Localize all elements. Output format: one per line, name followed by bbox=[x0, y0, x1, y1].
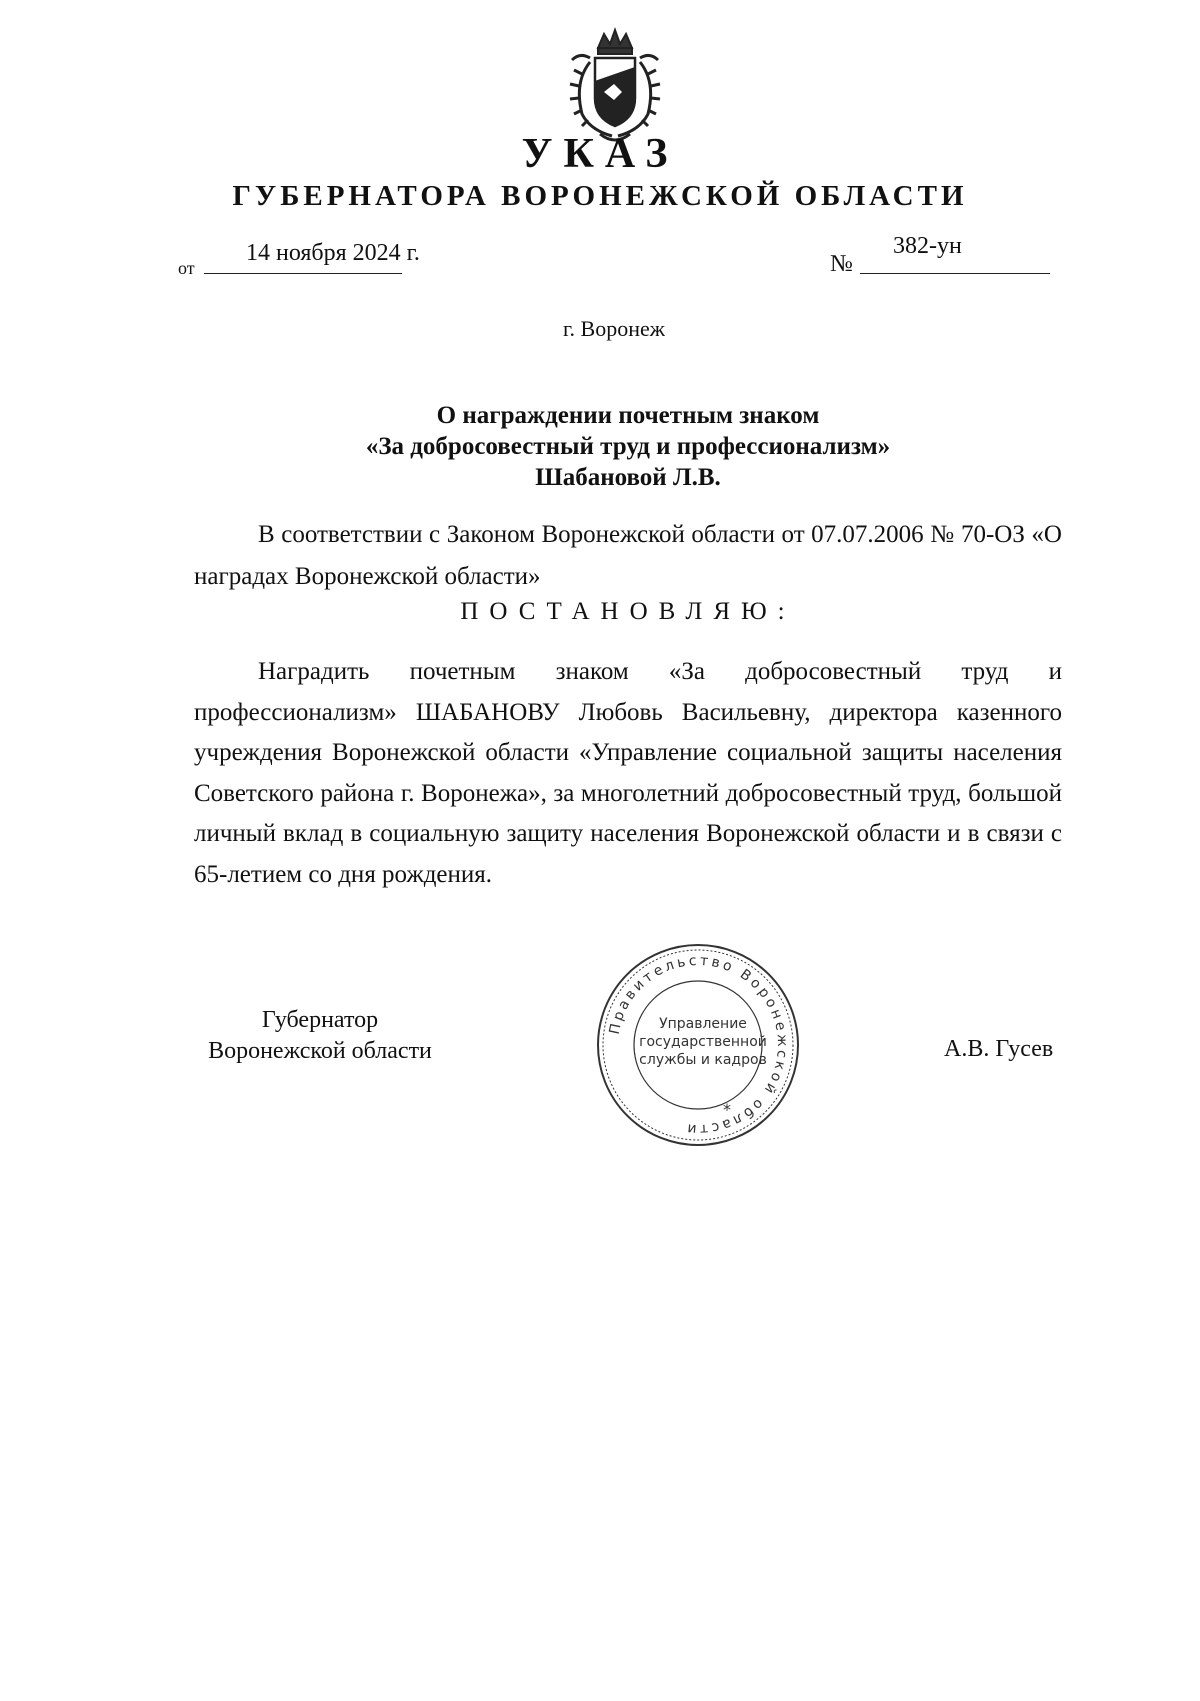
signer-position-line-1: Губернатор bbox=[261, 1007, 379, 1033]
city: г. Воронеж bbox=[563, 316, 665, 341]
subject-line-3: Шабановой Л.В. bbox=[535, 464, 721, 491]
document-number: 382-ун bbox=[893, 233, 962, 259]
document-date: 14 ноября 2024 г. bbox=[246, 240, 420, 266]
signer-name: А.В. Гусев bbox=[944, 1036, 1054, 1062]
official-seal bbox=[593, 940, 803, 1150]
document-type-title: УКАЗ bbox=[521, 131, 679, 177]
subject-line-2: «За добросовестный труд и профессионализм» bbox=[365, 433, 891, 460]
seal-inner-line-3: службы и кадров bbox=[639, 1052, 767, 1068]
resolution-heading: ПОСТАНОВЛЯЮ: bbox=[460, 598, 796, 625]
seal-inner-line-2: государственной bbox=[639, 1034, 767, 1050]
subject-line-1: О награждении почетным знаком bbox=[436, 402, 820, 429]
signer-position bbox=[190, 1005, 450, 1067]
decree-body-paragraph: Наградить почетным знаком «За добросовестный труд и профессионализм» ШАБАНОВУ Любовь Васильевну, директора казенного учреждения Воронежской области «Управление социальной защиты населения Советского района г. Воронежа», за многолетний добросовестный труд, большой личный вклад в социальную защиту населения Воронежской области и в связи с 65-летием со дня рождения. bbox=[194, 658, 1062, 888]
legal-basis-paragraph: В соответствии с Законом Воронежской области от 07.07.2006 № 70-ОЗ «О наградах Воронежской области» bbox=[194, 521, 1062, 590]
date-underline bbox=[204, 273, 402, 274]
seal-star-icon: * bbox=[723, 1100, 731, 1119]
document-subject bbox=[0, 400, 1200, 493]
number-underline bbox=[860, 273, 1050, 274]
seal-inner-line-1: Управление bbox=[659, 1016, 747, 1032]
seal-outer-ring-text: Правительство Воронежской области bbox=[606, 952, 791, 1138]
signer-position-line-2: Воронежской области bbox=[208, 1038, 432, 1064]
date-prefix: от bbox=[178, 258, 195, 278]
number-prefix: № bbox=[830, 251, 853, 277]
issuer-title: ГУБЕРНАТОРА ВОРОНЕЖСКОЙ ОБЛАСТИ bbox=[232, 180, 968, 212]
